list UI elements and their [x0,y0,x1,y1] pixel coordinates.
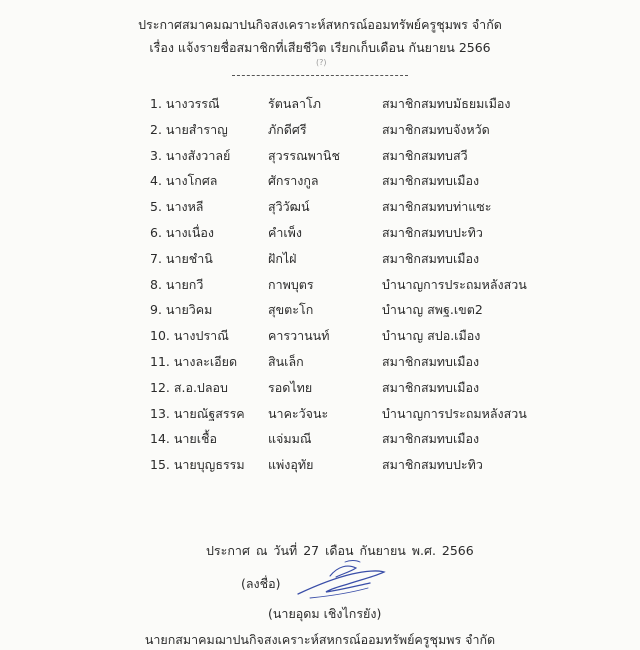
member-category: สมาชิกสมทบเมือง [382,250,480,266]
member-category: บำนาญการประถมหลังสวน [382,276,527,292]
member-first-name: 15. นายบุญธรรม [150,457,245,473]
member-last-name: นาคะวัจนะ [268,405,329,421]
member-category: บำนาญการประถมหลังสวน [382,405,527,421]
member-category: บำนาญ สปอ.เมือง [382,328,481,344]
member-last-name: แพ่งอุทัย [268,457,314,473]
member-first-name: 14. นายเชื้อ [150,431,218,447]
member-last-name: รัตนลาโภ [268,96,322,111]
announcement-subject: เรื่อง แจ้งรายชื่อสมาชิกที่เสียชีวิต เรียกเก็บเดือน กันยายน 2566 [149,40,491,55]
member-category: สมาชิกสมทบปะทิว [382,225,483,240]
member-category: บำนาญ สพฐ.เขต2 [382,302,483,318]
member-row [0,275,640,295]
signer-name: (นายอุดม เชิงไกรยัง) [268,606,382,621]
member-row [0,300,640,320]
member-last-name: ภักดีศรี [268,121,307,137]
member-last-name: ศักรางกูล [268,173,319,189]
member-category: สมาชิกสมทบจังหวัด [382,121,490,137]
member-first-name: 12. ส.อ.ปลอบ [150,379,228,395]
member-first-name: 3. นางสังวาลย์ [150,147,231,163]
member-first-name: 10. นางปราณี [150,328,229,344]
member-first-name: 5. นางหลี [150,199,204,215]
member-first-name: 1. นางวรรณี [150,96,220,111]
member-category: สมาชิกสมทบท่าแซะ [382,199,492,215]
member-first-name: 11. นางละเอียด [150,354,238,369]
member-category: สมาชิกสมทบเมือง [382,431,480,447]
member-row [0,120,640,140]
member-category: สมาชิกสมทบเมือง [382,354,480,369]
member-last-name: สุวิวัฒน์ [268,199,310,215]
member-first-name: 8. นายกวี [150,276,204,292]
member-category: สมาชิกสมทบปะทิว [382,457,483,473]
signature-label: (ลงชื่อ) [241,576,281,591]
signer-position: นายกสมาคมฌาปนกิจสงเคราะห์สหกรณ์ออมทรัพย์ครูชุมพร จำกัด [144,632,496,647]
handwritten-signature [290,556,390,606]
member-last-name: รอดไทย [268,379,313,395]
member-row [0,146,640,166]
announcement-title: ประกาศสมาคมฌาปนกิจสงเคราะห์สหกรณ์ออมทรัพย์ครูชุมพร จำกัด [138,17,502,32]
member-last-name: สุขตะโก [268,302,314,318]
member-first-name: 13. นายณัฐสรรค [150,405,245,421]
member-last-name: สินเล็ก [268,354,304,369]
member-last-name: คำเพ็ง [268,225,302,240]
member-row [0,378,640,398]
member-row [0,455,640,475]
member-row [0,326,640,346]
member-first-name: 9. นายวิคม [150,302,213,318]
small-pencil-mark: (?) [316,58,327,67]
member-last-name: กาพบุตร [268,276,314,292]
member-first-name: 2. นายสำราญ [150,121,228,137]
member-last-name: สุวรรณพานิช [268,147,340,163]
announcement-date: ประกาศ ณ วันที่ 27 เดือน กันยายน พ.ศ. 2566 [206,543,474,558]
member-category: สมาชิกสมทบเมือง [382,379,480,395]
member-row [0,249,640,269]
member-row [0,429,640,449]
member-last-name: คารวานนท์ [268,328,330,344]
member-row [0,223,640,243]
member-category: สมาชิกสมทบมัธยมเมือง [382,96,511,111]
member-row [0,404,640,424]
member-row [0,352,640,372]
member-first-name: 6. นางเนื่อง [150,225,214,240]
member-row [0,94,640,114]
member-last-name: ฝักไฝ่ [268,250,297,266]
member-row [0,171,640,191]
member-row [0,197,640,217]
member-first-name: 7. นายชำนิ [150,250,213,266]
member-category: สมาชิกสมทบเมือง [382,173,480,189]
member-category: สมาชิกสมทบสวี [382,147,468,163]
dashed-divider [232,75,408,76]
member-last-name: แจ่มมณี [268,431,312,447]
member-first-name: 4. นางโกศล [150,173,218,189]
